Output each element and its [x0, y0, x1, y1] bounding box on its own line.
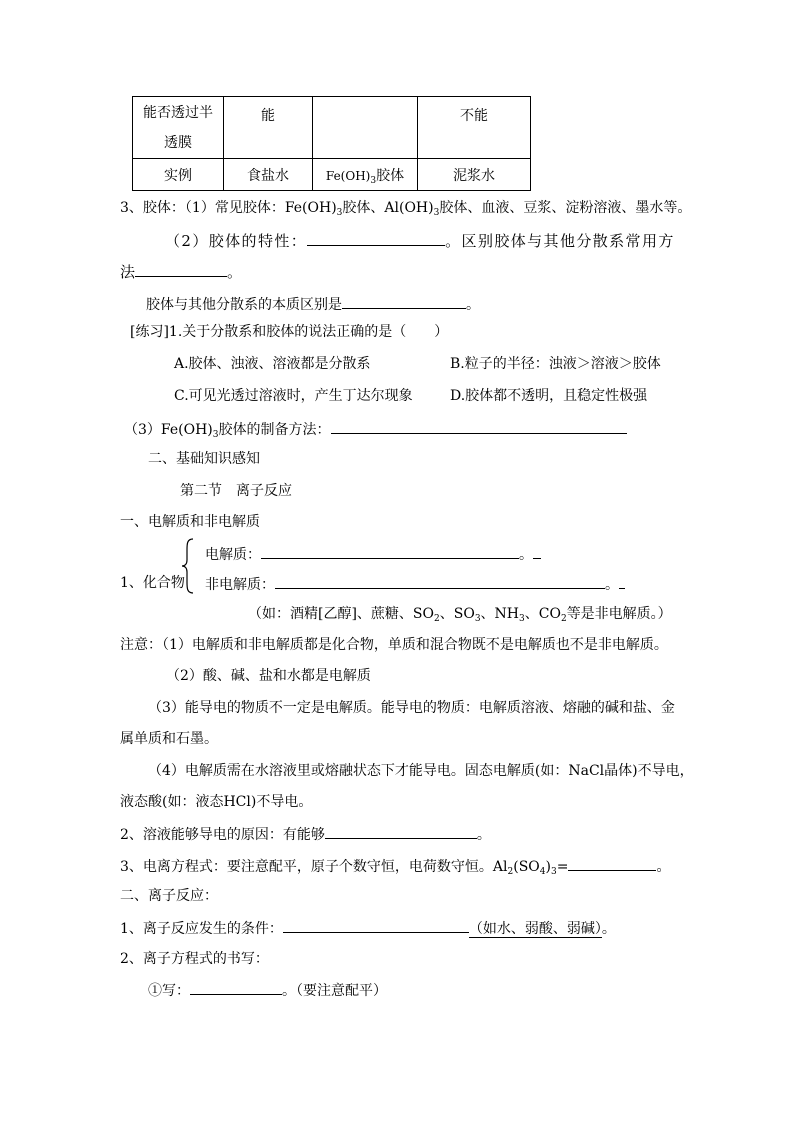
electrolyte-blank[interactable]: [261, 544, 519, 559]
option-d[interactable]: D.胶体都不透明，且稳定性极强: [450, 388, 648, 404]
colloid-essence-line: 胶体与其他分散系的本质区别是 。: [146, 294, 480, 314]
property-blank[interactable]: [307, 231, 445, 246]
conduct-line: 2、溶液能够导电的原因：有能够 。: [120, 824, 491, 844]
table-cell-suspension: 泥浆水: [418, 159, 531, 191]
option-a[interactable]: A.胶体、浊液、溶液都是分散系: [174, 356, 371, 372]
write-blank[interactable]: [190, 980, 282, 995]
essence-blank[interactable]: [342, 294, 466, 309]
compound-label: 1、化合物: [120, 575, 185, 591]
exercise-question: [练习]1.关于分散系和胶体的说法正确的是（ ）: [130, 324, 449, 340]
note-3-line2: 属单质和石墨。: [120, 731, 218, 747]
ionic-step1: ①写： 。（要注意配平）: [148, 980, 387, 1000]
note-3-line1: （3）能导电的物质不一定是电解质。能导电的物质：电解质溶液、熔融的碱和盐、金: [148, 700, 675, 716]
label-line1: 能否透过半: [143, 104, 213, 121]
electrolyte-line: 电解质： 。: [205, 544, 541, 564]
colloid-property-line: （2）胶体的特性： 。区别胶体与其他分散系常用方: [165, 232, 675, 250]
ionic-heading: 二、离子反应：: [120, 888, 218, 904]
note-4-line2: 液态酸(如：液态HCl)不导电。: [120, 794, 313, 810]
ionization-blank[interactable]: [568, 856, 656, 871]
method-blank[interactable]: [135, 262, 227, 277]
table-cell-colloid: $Fe(OH)_3$胶体: [313, 159, 418, 191]
table-cell-label: [133, 97, 224, 159]
table-cell-label: 实例: [133, 159, 224, 191]
section2-heading: 二、基础知识感知: [148, 451, 260, 467]
table-row-semipermeable: [133, 97, 531, 159]
option-c[interactable]: C.可见光透过溶液时，产生丁达尔现象: [174, 388, 413, 404]
non-electrolyte-line: 非电解质： 。: [205, 574, 625, 594]
non-electrolyte-examples: （如：酒精[乙醇]、蔗糖、$SO_2$、$SO_3$、$NH_3$、$CO_2$等是非电解质。）: [248, 606, 672, 624]
table-cell-solution: 能: [224, 97, 313, 159]
conduct-blank[interactable]: [325, 824, 477, 839]
non-electrolyte-blank[interactable]: [275, 574, 605, 589]
note-2: （2）酸、碱、盐和水都是电解质: [166, 668, 371, 684]
ionic-writing-heading: 2、离子方程式的书写：: [120, 951, 269, 967]
colloid-method-line: 法 。: [120, 263, 243, 281]
note-1: 注意：（1）电解质和非电解质都是化合物，单质和混合物既不是电解质也不是非电解质。: [120, 637, 668, 653]
option-b[interactable]: B.粒子的半径：浊液＞溶液＞胶体: [450, 356, 661, 372]
note-4-line1: （4）电解质需在水溶液里或熔融状态下才能导电。固态电解质(如：NaCl晶体)不导电，: [148, 763, 694, 779]
lesson-title: 第二节 离子反应: [180, 483, 292, 499]
colloid-common-line: 3、胶体：（1）常见胶体：$Fe(OH)_3$胶体、$Al(OH)_3$胶体、血液、豆浆、淀粉溶液、墨水等。: [120, 200, 692, 218]
preparation-line: $(3)Fe(OH)_3$胶体的制备方法：: [124, 419, 627, 439]
preparation-blank[interactable]: [331, 419, 627, 434]
table-cell-solution: 食盐水: [224, 159, 313, 191]
table-cell-colloid: [313, 97, 418, 159]
condition-blank[interactable]: [283, 918, 469, 933]
electrolyte-heading: 一、电解质和非电解质: [120, 514, 260, 530]
label-line2: 透膜: [164, 134, 192, 151]
table-cell-suspension: 不能: [418, 97, 531, 159]
ionic-condition-line: 1、离子反应发生的条件： （如水、弱酸、弱碱）。: [120, 918, 616, 938]
ionization-line: 3、电离方程式：要注意配平，原子个数守恒，电荷数守恒。$Al_2(SO_4)_3=$ 。: [120, 856, 670, 876]
dispersion-comparison-table: [132, 96, 531, 191]
table-row-example: [133, 159, 531, 191]
